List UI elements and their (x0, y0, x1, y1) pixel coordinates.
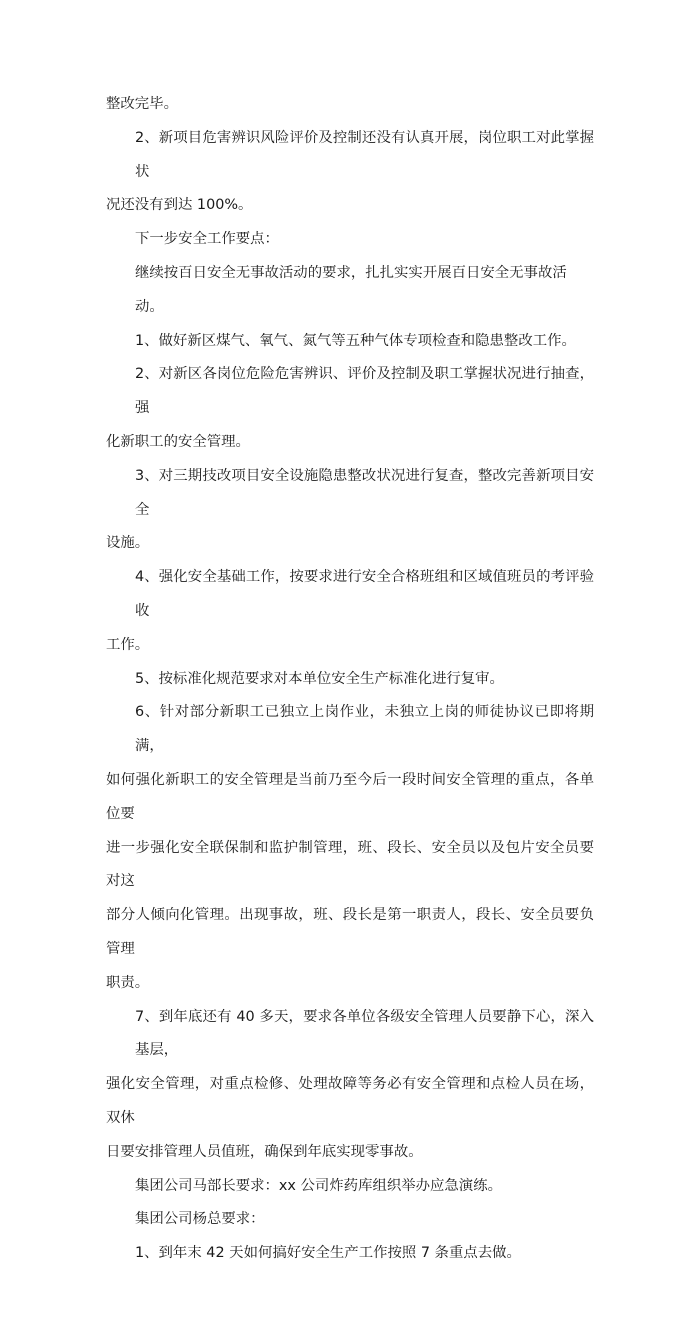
paragraph (106, 325, 594, 359)
paragraph-line: 化新职工的安全管理。 (106, 433, 250, 450)
paragraph (106, 122, 594, 223)
paragraph-line: 集团公司马部长要求：xx 公司炸药库组织举办应急演练。 (135, 1177, 502, 1194)
paragraph-line: 继续按百日安全无事故活动的要求，扎扎实实开展百日安全无事故活动。 (135, 264, 567, 315)
paragraph-line: 1、做好新区煤气、氧气、氮气等五种气体专项检查和隐患整改工作。 (135, 332, 576, 349)
paragraph-line: 5、按标准化规范要求对本单位安全生产标准化进行复审。 (135, 670, 504, 687)
paragraph-line: 4、强化安全基础工作，按要求进行安全合格班组和区域值班员的考评验收 (135, 569, 594, 619)
paragraph-line: 强化安全管理，对重点检修、处理故障等务必有安全管理和点检人员在场，双休 (106, 1076, 594, 1126)
paragraph-line: 整改完毕。 (106, 96, 178, 112)
paragraph-line: 7、到年底还有 40 多天，要求各单位各级安全管理人员要静下心，深入基层， (135, 1008, 594, 1059)
paragraph (106, 257, 594, 325)
paragraph-line: 3、对三期技改项目安全设施隐患整改状况进行复查，整改完善新项目安全 (135, 467, 594, 518)
paragraph-line: 1、到年末 42 天如何搞好安全生产工作按照 7 条重点去做。 (135, 1245, 521, 1262)
paragraph (106, 1170, 594, 1204)
paragraph-line: 日要安排管理人员值班，确保到年底实现零事故。 (106, 1143, 423, 1160)
paragraph-line: 设施。 (106, 535, 150, 552)
paragraph (106, 1203, 594, 1237)
paragraph (106, 696, 594, 1000)
paragraph (106, 663, 594, 697)
document-page (106, 0, 594, 1331)
paragraph-line: 如何强化新职工的安全管理是当前乃至今后一段时间安全管理的重点，各单位要 (106, 771, 594, 822)
paragraph-line: 进一步强化安全联保制和监护制管理，班、段长、安全员以及包片安全员要对这 (106, 839, 594, 890)
paragraph (106, 1001, 594, 1170)
paragraph (106, 223, 594, 257)
paragraph (106, 561, 594, 662)
paragraph-line: 工作。 (106, 636, 150, 653)
paragraph-line: 职责。 (106, 974, 150, 991)
paragraph-line: 集团公司杨总要求： (135, 1211, 265, 1228)
paragraph (106, 460, 594, 561)
paragraph (106, 358, 594, 459)
paragraph-line: 2、新项目危害辨识风险评价及控制还没有认真开展，岗位职工对此掌握状 (135, 129, 594, 180)
paragraph-line: 6、针对部分新职工已独立上岗作业，未独立上岗的师徒协议已即将期满， (135, 704, 594, 755)
paragraph-line: 2、对新区各岗位危险危害辨识、评价及控制及职工掌握状况进行抽查，强 (135, 366, 594, 417)
paragraph-line: 下一步安全工作要点： (135, 231, 279, 248)
paragraph (106, 88, 594, 122)
paragraph (106, 1237, 594, 1271)
paragraph-line: 况还没有到达 100%。 (106, 197, 253, 214)
paragraph-line: 部分人倾向化管理。出现事故，班、段长是第一职责人，段长、安全员要负管理 (106, 907, 594, 957)
